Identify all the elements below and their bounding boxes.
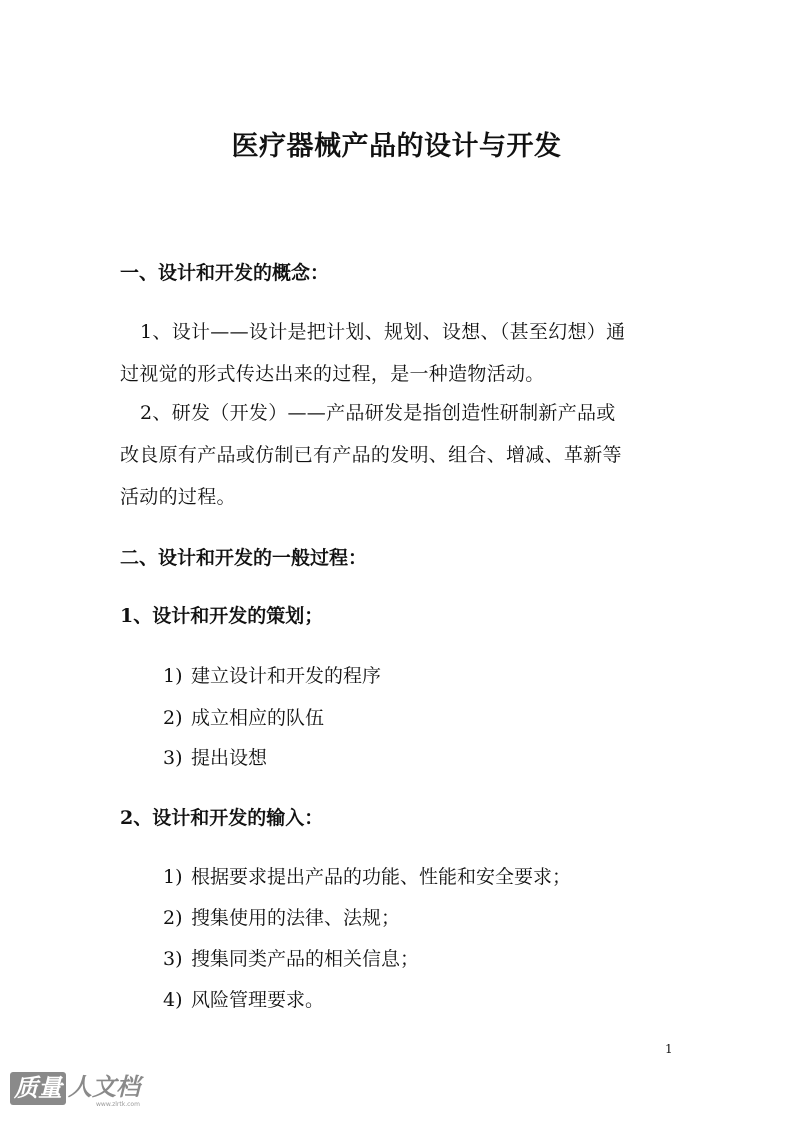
paragraph-line: 改良原有产品或仿制已有产品的发明、组合、增减、革新等 (120, 444, 622, 466)
paragraph-design-definition (120, 311, 676, 395)
paragraph-line: 过视觉的形式传达出来的过程，是一种造物活动。 (120, 363, 545, 385)
list-item (163, 862, 571, 889)
list-item (163, 743, 267, 770)
list-item-number: 1) (163, 665, 183, 687)
list-item-text: 风险管理要求。 (191, 989, 325, 1011)
list-item-number: 1) (163, 866, 183, 888)
list-item-number: 3) (163, 948, 183, 970)
paragraph-text: 2、研发（开发）——产品研发是指创造性研制新产品或 (140, 402, 616, 424)
paragraph-text: 1、设计——设计是把计划、规划、设想、（甚至幻想）通 (140, 321, 626, 343)
watermark-right (68, 1072, 140, 1108)
list-item-text: 提出设想 (191, 747, 268, 769)
list-item (163, 903, 400, 930)
watermark-logo (10, 1072, 140, 1112)
paragraph-line (120, 392, 676, 434)
list-item (163, 985, 324, 1012)
list-item-text: 搜集使用的法律、法规； (191, 907, 401, 929)
document-title: 医疗器械产品的设计与开发 (231, 131, 562, 162)
paragraph-development-definition (120, 392, 676, 518)
watermark-box-text: 质量 (10, 1072, 66, 1105)
watermark-url: www.zlrtk.com (96, 1101, 140, 1108)
list-item-number: 4) (163, 989, 183, 1011)
page-number: 1 (665, 1042, 673, 1056)
paragraph-line (120, 311, 676, 353)
subsection-heading-planning: 1、设计和开发的策划； (120, 605, 324, 627)
list-item (163, 703, 324, 730)
section-heading-process: 二、设计和开发的一般过程： (120, 547, 368, 569)
list-item-text: 根据要求提出产品的功能、性能和安全要求； (191, 866, 572, 888)
list-item-text: 搜集同类产品的相关信息； (191, 948, 420, 970)
paragraph-line: 活动的过程。 (120, 486, 236, 508)
list-item-number: 2) (163, 707, 183, 729)
list-item-text: 成立相应的队伍 (191, 707, 325, 729)
list-item-text: 建立设计和开发的程序 (191, 665, 382, 687)
list-item-number: 3) (163, 747, 183, 769)
watermark-text: 人文档 (68, 1073, 140, 1101)
list-item (163, 661, 381, 688)
list-item (163, 944, 419, 971)
subsection-heading-input: 2、设计和开发的输入： (120, 807, 324, 829)
section-heading-concept: 一、设计和开发的概念： (120, 262, 330, 284)
list-item-number: 2) (163, 907, 183, 929)
